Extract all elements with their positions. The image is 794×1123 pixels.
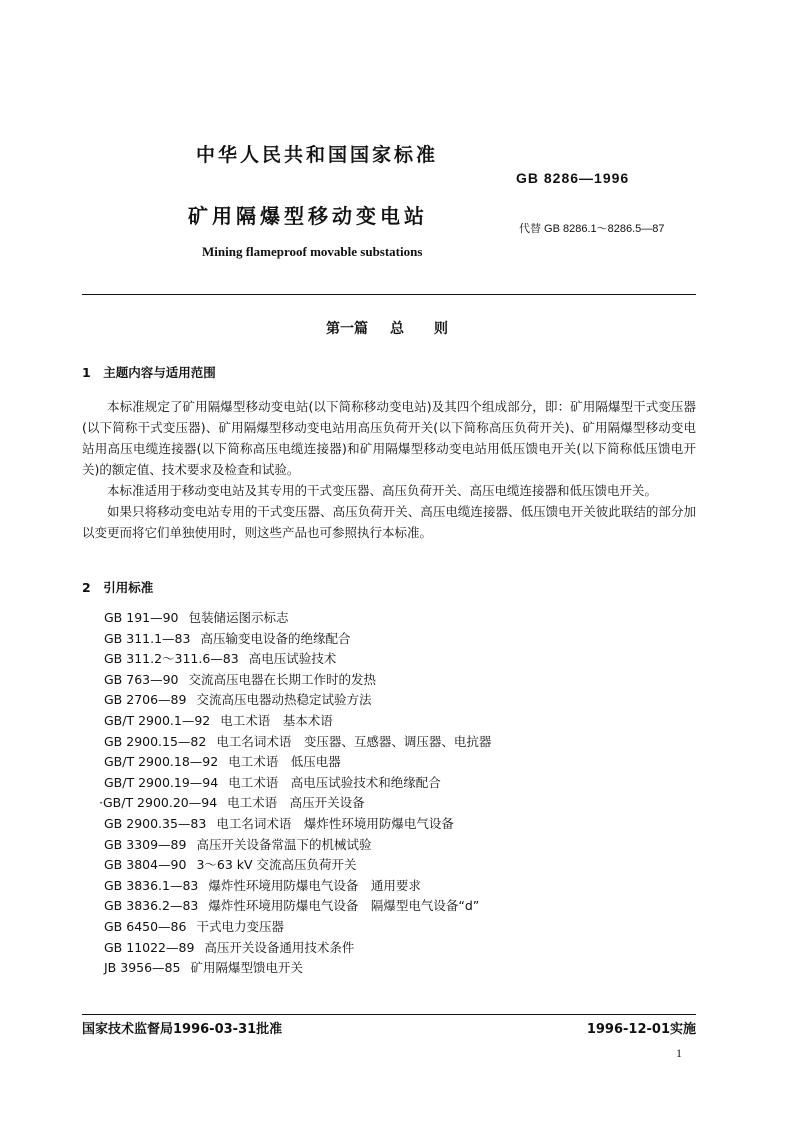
reference-code: ·GB/T 2900.20—94 — [99, 795, 218, 811]
reference-item — [104, 690, 491, 711]
reference-title: 包装储运图示标志 — [188, 610, 289, 625]
reference-item — [104, 876, 491, 897]
reference-code: GB 311.2～311.6—83 — [104, 651, 239, 667]
reference-code: JB 3956—85 — [104, 960, 181, 976]
reference-item — [104, 917, 491, 938]
reference-title: 电工术语 高压开关设备 — [227, 795, 365, 811]
section-1-paragraph: 本标准规定了矿用隔爆型移动变电站(以下简称移动变电站)及其四个组成部分，即：矿用隔爆型干式变压器(以下简称干式变压器)、矿用隔爆型移动变电站用高压负荷开关(以下简称高压负荷开关)、矿用隔爆型移动变电站用高压电缆连接器(以下简称高压电缆连接器)和矿用隔爆型移动变电站用低压馈电开关(以下简称低压馈电开关)的额定值、技术要求及检查和试验。 — [82, 399, 696, 477]
header-divider — [82, 294, 696, 295]
reference-title: 电工名词术语 变压器、互感器、调压器、电抗器 — [216, 733, 492, 749]
reference-title: 矿用隔爆型馈电开关 — [190, 960, 303, 976]
part-title-b: 总 — [390, 321, 404, 337]
reference-item — [104, 938, 491, 959]
reference-title: 3～63 kV 交流高压负荷开关 — [196, 857, 357, 873]
reference-item — [104, 814, 491, 835]
document-title: 矿用隔爆型移动变电站 — [188, 204, 428, 228]
reference-title: 高压开关设备常温下的机械试验 — [196, 836, 372, 852]
reference-code: GB 191—90 — [104, 610, 179, 625]
reference-title: 高压开关设备通用技术条件 — [204, 939, 355, 955]
reference-item — [104, 958, 491, 979]
reference-code: GB 2900.35—83 — [104, 815, 207, 831]
page-number: 1 — [676, 1046, 682, 1060]
reference-title: 爆炸性环境用防爆电气设备 通用要求 — [208, 877, 421, 893]
reference-code: GB/T 2900.19—94 — [104, 774, 219, 790]
implementation-date: 1996-12-01实施 — [586, 1022, 696, 1037]
reference-title: 爆炸性环境用防爆电气设备 隔爆型电气设备“d” — [208, 898, 480, 914]
reference-code: GB 2706—89 — [104, 692, 187, 708]
reference-item — [104, 773, 491, 794]
reference-title: 电工术语 基本术语 — [220, 712, 333, 728]
reference-code: GB 3309—89 — [104, 836, 187, 852]
reference-item — [104, 670, 491, 691]
reference-item — [104, 752, 491, 773]
reference-title: 高压输变电设备的绝缘配合 — [200, 630, 351, 646]
section-1-paragraph: 本标准适用于移动变电站及其专用的干式变压器、高压负荷开关、高压电缆连接器和低压馈电开关。 — [107, 483, 658, 498]
part-title-a: 第一篇 — [326, 321, 368, 337]
english-title: Mining flameproof movable substations — [202, 244, 423, 259]
reference-code: GB/T 2900.18—92 — [104, 754, 219, 770]
reference-item — [104, 855, 491, 876]
section-2-heading: 2 引用标准 — [82, 580, 154, 595]
part-title — [326, 318, 448, 338]
reference-code: GB 3836.1—83 — [104, 877, 199, 893]
reference-item — [104, 732, 491, 753]
reference-title: 电工术语 高电压试验技术和绝缘配合 — [228, 774, 441, 790]
reference-code: GB 6450—86 — [104, 918, 187, 934]
reference-title: 电工名词术语 爆炸性环境用防爆电气设备 — [216, 815, 454, 831]
national-standard-heading: 中华人民共和国国家标准 — [196, 144, 439, 166]
section-1-heading: 1 主题内容与适用范围 — [82, 365, 216, 380]
reference-code: GB 11022—89 — [104, 939, 195, 955]
section-1-paragraph: 如果只将移动变电站专用的干式变压器、高压负荷开关、高压电缆连接器、低压馈电开关彼此联结的部分加以变更而将它们单独使用时，则这些产品也可参照执行本标准。 — [82, 504, 696, 540]
reference-item — [104, 896, 491, 917]
approval-date: 国家技术监督局1996-03-31批准 — [82, 1022, 283, 1037]
reference-item — [104, 649, 491, 670]
reference-item — [104, 629, 491, 650]
footer-divider — [82, 1014, 696, 1015]
reference-title: 电工术语 低压电器 — [228, 754, 341, 770]
reference-title: 干式电力变压器 — [196, 918, 284, 934]
reference-code: GB 2900.15—82 — [104, 733, 207, 749]
reference-item — [104, 711, 491, 732]
reference-title: 交流高压电器在长期工作时的发热 — [188, 671, 377, 687]
standard-number: GB 8286—1996 — [516, 170, 630, 186]
reference-list — [99, 608, 492, 979]
reference-title: 交流高压电器动热稳定试验方法 — [196, 692, 372, 708]
reference-code: GB/T 2900.1—92 — [104, 712, 211, 728]
reference-item — [99, 793, 491, 814]
section-1-body — [82, 396, 696, 543]
reference-code: GB 3836.2—83 — [104, 898, 199, 914]
reference-item — [104, 608, 491, 629]
reference-item — [104, 835, 491, 856]
replaces-note: 代替 GB 8286.1～8286.5—87 — [519, 223, 665, 235]
reference-code: GB 311.1—83 — [104, 630, 191, 646]
reference-code: GB 763—90 — [104, 671, 179, 687]
reference-title: 高电压试验技术 — [248, 651, 337, 667]
part-title-c: 则 — [434, 321, 448, 337]
reference-code: GB 3804—90 — [104, 857, 187, 873]
